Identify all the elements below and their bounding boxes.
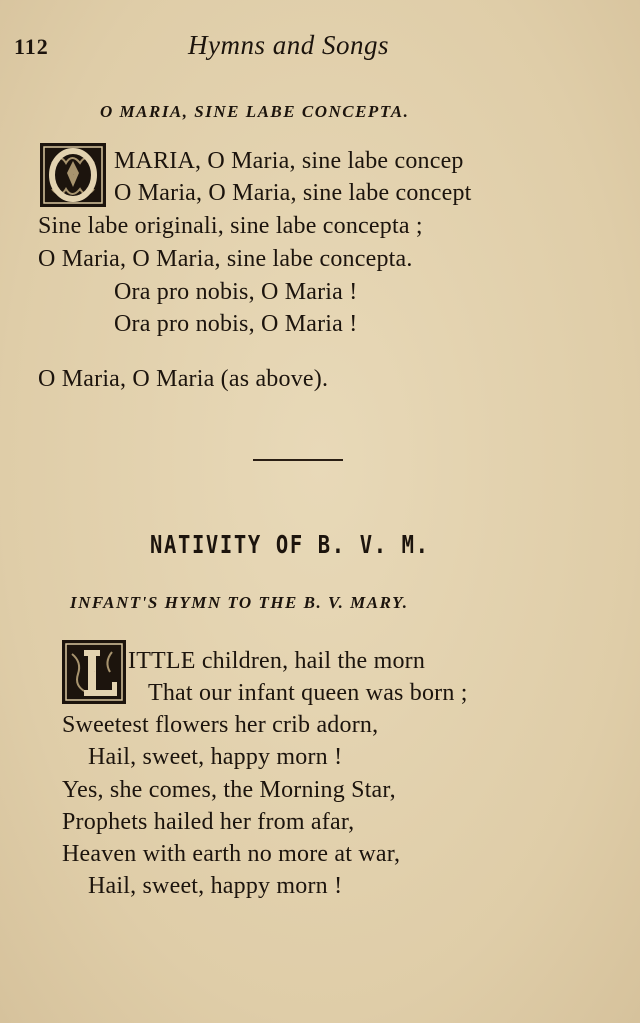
hymn1-line-3: Sine labe originali, sine labe concepta ; bbox=[38, 213, 423, 239]
hymn2-line-6: Prophets hailed her from afar, bbox=[62, 809, 355, 835]
hymn1-line-6: Ora pro nobis, O Maria ! bbox=[114, 311, 358, 337]
hymn2-line-5: Yes, she comes, the Morning Star, bbox=[62, 777, 396, 803]
hymn2-line-4: Hail, sweet, happy morn ! bbox=[88, 744, 343, 770]
hymn1-line-4: O Maria, O Maria, sine labe concepta. bbox=[38, 246, 413, 272]
hymn2-heading: NATIVITY OF B. V. M. bbox=[150, 530, 430, 559]
drop-cap-l bbox=[62, 640, 126, 704]
hymn2-line-1: ITTLE children, hail the morn bbox=[128, 648, 426, 674]
hymn1-line-5: Ora pro nobis, O Maria ! bbox=[114, 279, 358, 305]
hymn2-line-3: Sweetest flowers her crib adorn, bbox=[62, 712, 379, 738]
hymn2-line-8: Hail, sweet, happy morn ! bbox=[88, 873, 343, 899]
section-divider bbox=[253, 459, 343, 461]
running-title: Hymns and Songs bbox=[188, 30, 389, 60]
hymn1-line-7: O Maria, O Maria (as above). bbox=[38, 366, 329, 392]
hymn1-line-2: O Maria, O Maria, sine labe concept bbox=[114, 180, 472, 206]
hymn2-line-2: That our infant queen was born ; bbox=[148, 680, 468, 706]
page-number: 112 bbox=[14, 34, 49, 59]
hymn2-subtitle: INFANT'S HYMN TO THE B. V. MARY. bbox=[70, 593, 409, 612]
hymn1-line-1: MARIA, O Maria, sine labe concep bbox=[114, 148, 464, 174]
drop-cap-l-letter: L bbox=[94, 672, 95, 673]
hymn2-line-7: Heaven with earth no more at war, bbox=[62, 841, 401, 867]
drop-cap-o bbox=[40, 143, 106, 207]
drop-cap-o-letter: O bbox=[73, 175, 74, 176]
hymn1-subtitle: O MARIA, SINE LABE CONCEPTA. bbox=[100, 102, 410, 121]
